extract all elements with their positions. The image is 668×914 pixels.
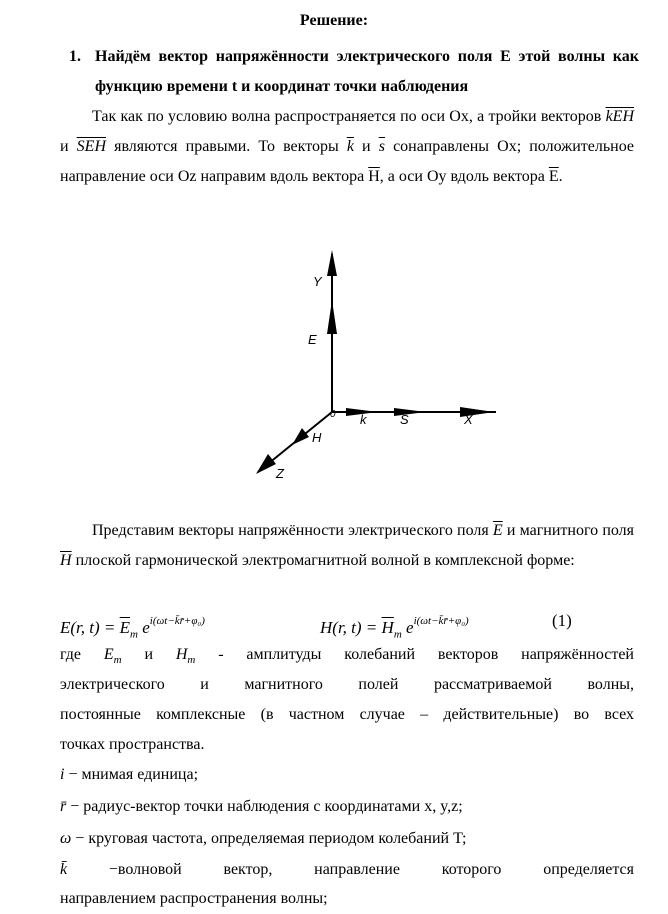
axes-diagram bbox=[236, 246, 506, 486]
where-line-3: постоянные комплексные (в частном случае – действительные) во всех bbox=[60, 706, 634, 723]
definition-item bbox=[60, 792, 640, 822]
z-axis-arrowhead bbox=[256, 454, 276, 474]
vector-h: $\overline{H}$ bbox=[368, 168, 380, 185]
h-vector-arrowhead bbox=[292, 428, 309, 445]
definition-text: мнимая единица; bbox=[81, 766, 199, 783]
e-field-lhs: E(r, t) = bbox=[60, 618, 120, 637]
definition-item bbox=[60, 855, 634, 885]
intro-text: являются правыми. То векторы bbox=[106, 138, 347, 155]
where-text: где bbox=[60, 646, 104, 663]
definition-dash: − bbox=[71, 830, 89, 847]
complex-form-paragraph bbox=[60, 516, 634, 576]
vector-triple-seh: $\overline{SEH}$ bbox=[76, 138, 106, 155]
y-axis-arrowhead bbox=[327, 250, 337, 276]
em-symbol: E bbox=[103, 646, 114, 663]
section-number: 1. bbox=[69, 48, 81, 65]
vector-e: $\overline{E}$ bbox=[492, 522, 503, 539]
equation-number: (1) bbox=[552, 611, 572, 630]
k-vector-label: k bbox=[360, 412, 367, 427]
intro-text: сонаправлены Ox; положительное направление оси Oz направим вдоль вектора bbox=[60, 138, 635, 185]
s-vector-arrowhead bbox=[394, 408, 426, 416]
definition-item bbox=[60, 760, 640, 790]
h-amplitude-subscript: m bbox=[393, 628, 402, 641]
definition-text: круговая частота, определяемая периодом колебаний T; bbox=[88, 830, 467, 847]
exp-base: e bbox=[137, 618, 150, 637]
where-line-2: электрического и магнитного полей рассматриваемой волны, bbox=[60, 676, 634, 693]
equation-1 bbox=[60, 606, 640, 641]
where-conjunction: и bbox=[121, 646, 176, 663]
hm-symbol: H bbox=[175, 646, 188, 663]
intro-text: . bbox=[558, 168, 563, 185]
paragraph-text: Представим векторы напряжённости электрического поля bbox=[92, 522, 493, 539]
vector-k: $\overline{k}$ bbox=[346, 138, 354, 155]
e-exponent: i(ωt−k̄r̄+φ₀) bbox=[149, 615, 205, 627]
definition-symbol: i bbox=[60, 766, 65, 783]
section-heading bbox=[69, 42, 639, 102]
hm-subscript: m bbox=[187, 654, 196, 667]
z-axis-label: Z bbox=[276, 466, 284, 481]
intro-text: Так как по условию волна распространяется по оси Ox, а тройки векторов bbox=[92, 108, 606, 125]
vector-s: $\overline{s}$ bbox=[378, 138, 385, 155]
e-vector-arrowhead bbox=[327, 300, 337, 334]
intro-paragraph bbox=[60, 102, 634, 192]
intro-conjunction: и bbox=[60, 138, 77, 155]
h-amplitude: $\overline{H}$ bbox=[381, 618, 394, 637]
definition-text: радиус-вектор точки наблюдения с координатами x, y,z; bbox=[83, 798, 463, 815]
origin-label: 0 bbox=[330, 409, 336, 420]
definition-dash: − bbox=[66, 798, 84, 815]
e-vector-label: E bbox=[308, 332, 317, 347]
paragraph-text: плоской гармонической электромагнитной волной в комплексной форме: bbox=[71, 552, 575, 569]
where-text: - амплитуды колебаний векторов напряжённостей bbox=[195, 646, 634, 663]
definition-item bbox=[60, 824, 640, 854]
definition-text: волновой вектор, направление которого определяется bbox=[117, 861, 634, 878]
h-vector-label: H bbox=[312, 430, 322, 445]
e-amplitude-subscript: m bbox=[130, 628, 138, 641]
solution-title: Решение: bbox=[299, 12, 369, 29]
definition-symbol: ω bbox=[60, 830, 72, 847]
h-exponent: i(ωt−k̄r̄+φ₀) bbox=[413, 615, 469, 627]
definition-symbol: r̄ bbox=[60, 798, 67, 815]
x-axis-label: X bbox=[464, 412, 473, 427]
h-field-lhs: H(r, t) = bbox=[320, 618, 382, 637]
intro-text: , а оси Oy вдоль вектора bbox=[379, 168, 549, 185]
definition-dash: − bbox=[67, 861, 118, 878]
section-heading-text: Найдём вектор напряжённости электрического поля E этой волны как функцию времени t и координат точки наблюдения bbox=[95, 48, 639, 95]
em-subscript: m bbox=[113, 654, 122, 667]
s-vector-label: S bbox=[400, 412, 409, 427]
intro-conjunction: и bbox=[353, 138, 379, 155]
y-axis-label: Y bbox=[313, 274, 322, 289]
e-amplitude: $\overline{E}$ bbox=[119, 618, 131, 637]
definition-symbol: k̄ bbox=[60, 861, 68, 878]
vector-e: $\overline{E}$ bbox=[548, 168, 559, 185]
vector-h: $\overline{H}$ bbox=[60, 552, 72, 569]
vector-triple-keh: $\overline{kEH}$ bbox=[605, 108, 634, 125]
where-line-4: точках пространства. bbox=[60, 736, 205, 753]
paragraph-text: и магнитного поля bbox=[502, 522, 635, 539]
definition-continuation: направлением распространения волны; bbox=[60, 890, 328, 907]
exp-base: e bbox=[401, 618, 414, 637]
definition-dash: − bbox=[64, 766, 82, 783]
